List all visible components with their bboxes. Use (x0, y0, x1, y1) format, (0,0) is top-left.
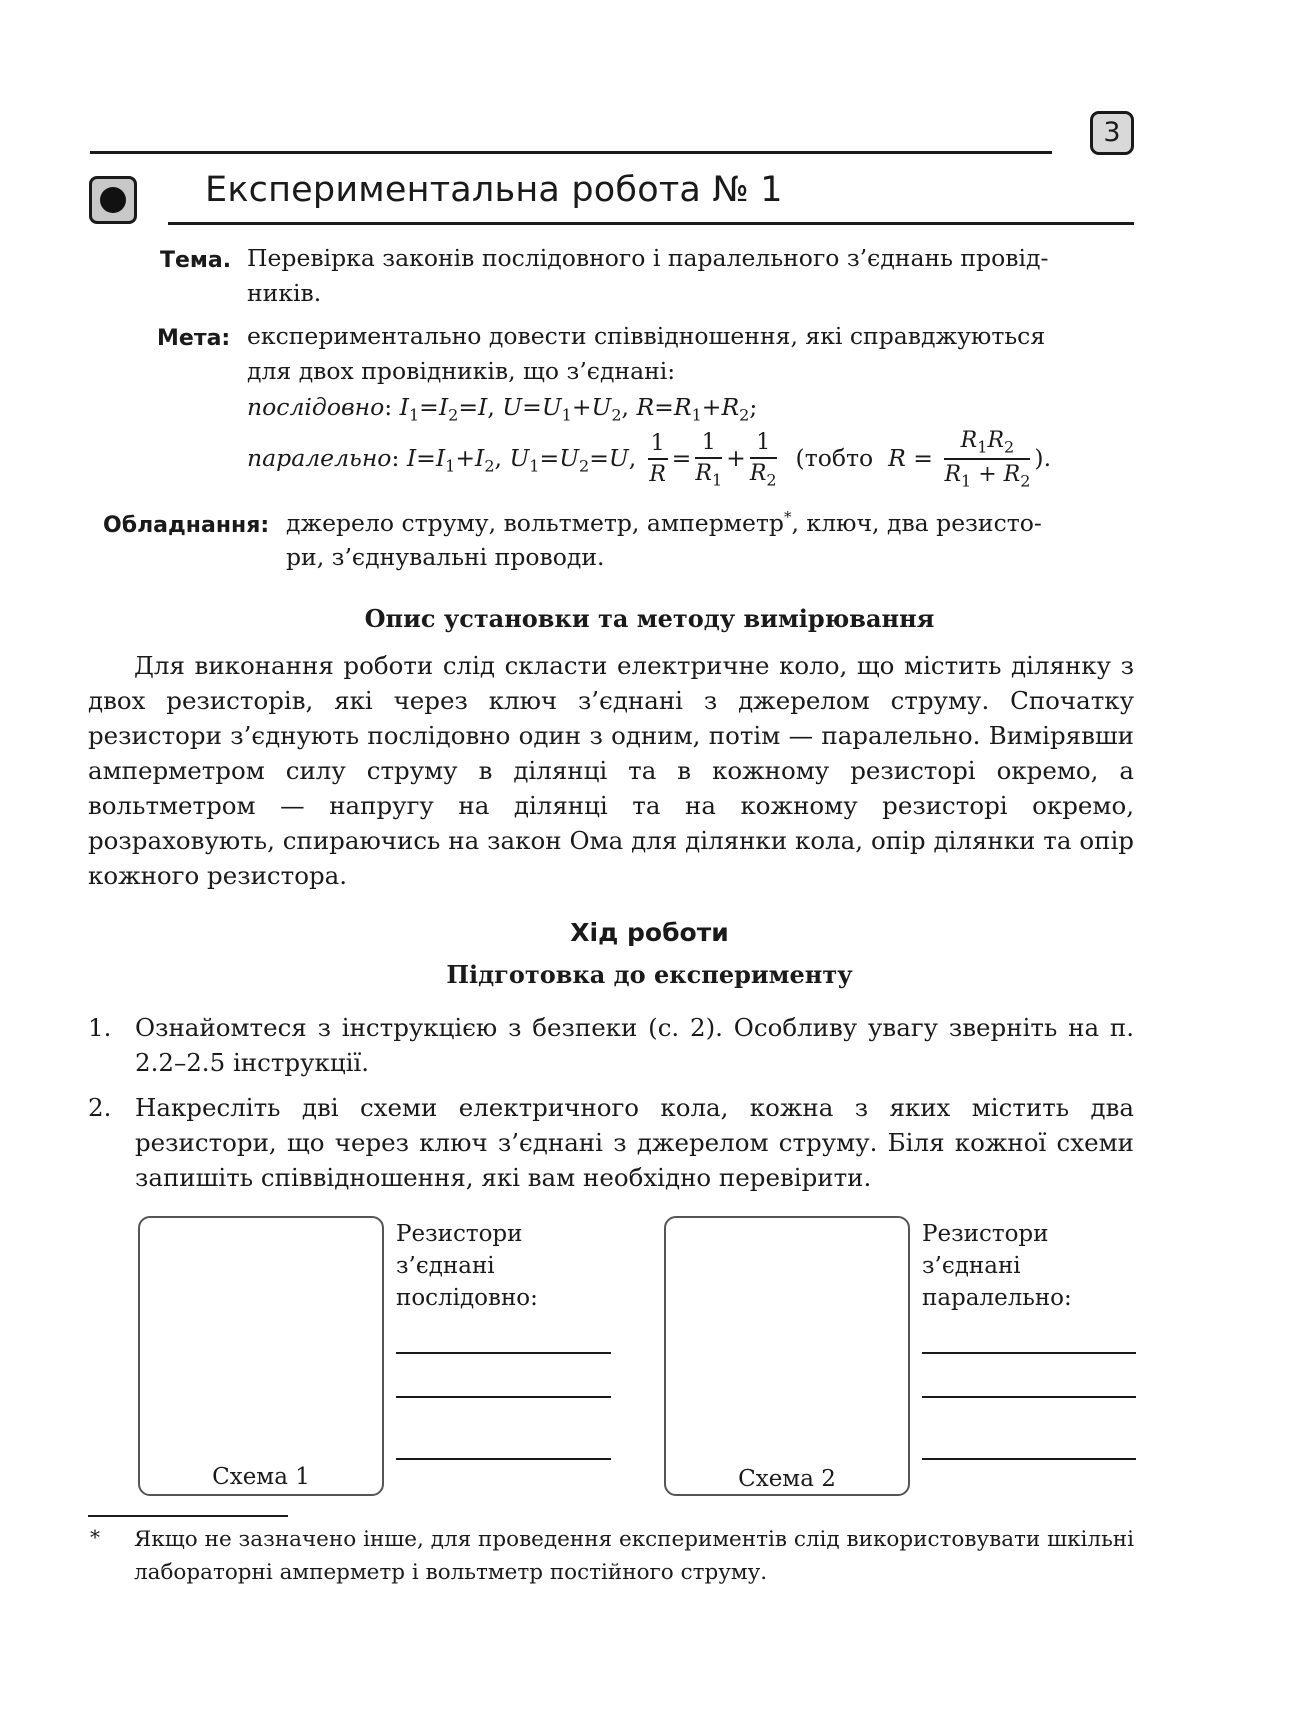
scheme-1-line2: з’єднані (396, 1253, 495, 1279)
scheme-1-line1: Резистори (396, 1221, 523, 1247)
footnote-rule (88, 1515, 288, 1517)
equipment-line1: джерело струму, вольтметр, амперметр*, ключ, два резисто- (286, 508, 1042, 537)
goal-line1: експериментально довести співвідношення, які справджуються (247, 322, 1046, 350)
scheme-1-drawing-area[interactable] (138, 1216, 384, 1496)
page-title: Експериментальна робота № 1 (205, 170, 783, 210)
scheme-2-description (922, 1218, 1072, 1314)
item-number: 1. (88, 1013, 112, 1042)
page-number: 3 (1090, 111, 1134, 155)
scheme-2-caption: Схема 2 (738, 1466, 836, 1492)
item-text: Ознайомтеся з інструкцією з безпеки (с. 2). Особливу увагу зверніть на п. 2.2–2.5 інструкції. (135, 1013, 1134, 1077)
scheme-2-line3: паралельно: (922, 1285, 1072, 1311)
scheme-1-answer-line-1[interactable] (396, 1352, 611, 1354)
scheme-1-line3: послідовно: (396, 1285, 538, 1311)
bullet-circle-icon (89, 176, 137, 224)
goal-line2: для двох провідників, що з’єднані: (247, 357, 676, 385)
scheme-1-answer-line-3[interactable] (396, 1458, 611, 1460)
topic-line2: ників. (247, 279, 322, 307)
serial-label: послідовно (247, 393, 385, 421)
footnote-mark: * (90, 1525, 100, 1549)
scheme-1-description (396, 1218, 538, 1314)
parallel-formula: паралельно: $I=I_1+I_2$, $U_1=U_2=U$, $\frac{1}{R}$ = $\frac{1}{R_1}$ + $\frac{1}{R_2}$ (тобто R = $\frac{R_1R_2}{R_1 + R_2}$ ). (247, 428, 1052, 491)
serial-formula: послідовно: $I_1=I_2=I$, $U=U_1+U_2$, $R=R_1+R_2$; (247, 393, 758, 425)
list-item (88, 1010, 1134, 1080)
topic-label: Тема. (160, 248, 232, 273)
topic-line1: Перевірка законів послідовного і паралельного з’єднань провід- (247, 244, 1049, 272)
scheme-2-answer-line-2[interactable] (922, 1396, 1136, 1398)
setup-heading: Опис установки та методу вимірювання (364, 604, 935, 633)
scheme-2-answer-line-3[interactable] (922, 1458, 1136, 1460)
equipment-line2: ри, з’єднувальні проводи. (286, 543, 605, 571)
item-text: Накресліть дві схеми електричного кола, кожна з яких містить два резистори, що через ключ з’єднані з джерелом струму. Біля кожної схеми запишіть співвідношення, які вам необхідно перевірити. (135, 1093, 1134, 1192)
scheme-1-answer-line-2[interactable] (396, 1396, 611, 1398)
thus-word: (тобто (795, 443, 874, 472)
scheme-2-line2: з’єднані (922, 1253, 1021, 1279)
scheme-2-line1: Резистори (922, 1221, 1049, 1247)
title-rule (168, 222, 1134, 225)
scheme-2-answer-line-1[interactable] (922, 1352, 1136, 1354)
goal-label: Мета: (157, 326, 231, 351)
header-rule (90, 151, 1052, 154)
procedure-heading: Хід роботи (570, 918, 729, 947)
setup-text: Для виконання роботи слід скласти електричне коло, що містить ділянку з двох резисторів, які через ключ з’єднані з джерелом струму. Спочатку резистори з’єднують послідовно один з одним, потім — паралельно. Вимірявши амперметром силу струму в ділянці та в кожному резисторі окремо, а вольтметром — напругу на ділянці та на кожному резисторі окремо, розраховують, спираючись на закон Ома для ділянки кола, опір ділянки та опір кожного резистора. (88, 651, 1134, 890)
procedure-subheading: Підготовка до експерименту (446, 960, 853, 989)
equipment-label: Обладнання: (103, 513, 270, 538)
parallel-label: паралельно (247, 443, 392, 472)
list-item (88, 1090, 1134, 1195)
footnote-text: Якщо не зазначено інше, для проведення експериментів слід використовувати шкільні лабораторні амперметр і вольтметр постійного струму. (134, 1527, 1134, 1585)
scheme-1-caption: Схема 1 (212, 1464, 310, 1490)
item-number: 2. (88, 1093, 112, 1122)
scheme-2-drawing-area[interactable] (664, 1216, 910, 1496)
